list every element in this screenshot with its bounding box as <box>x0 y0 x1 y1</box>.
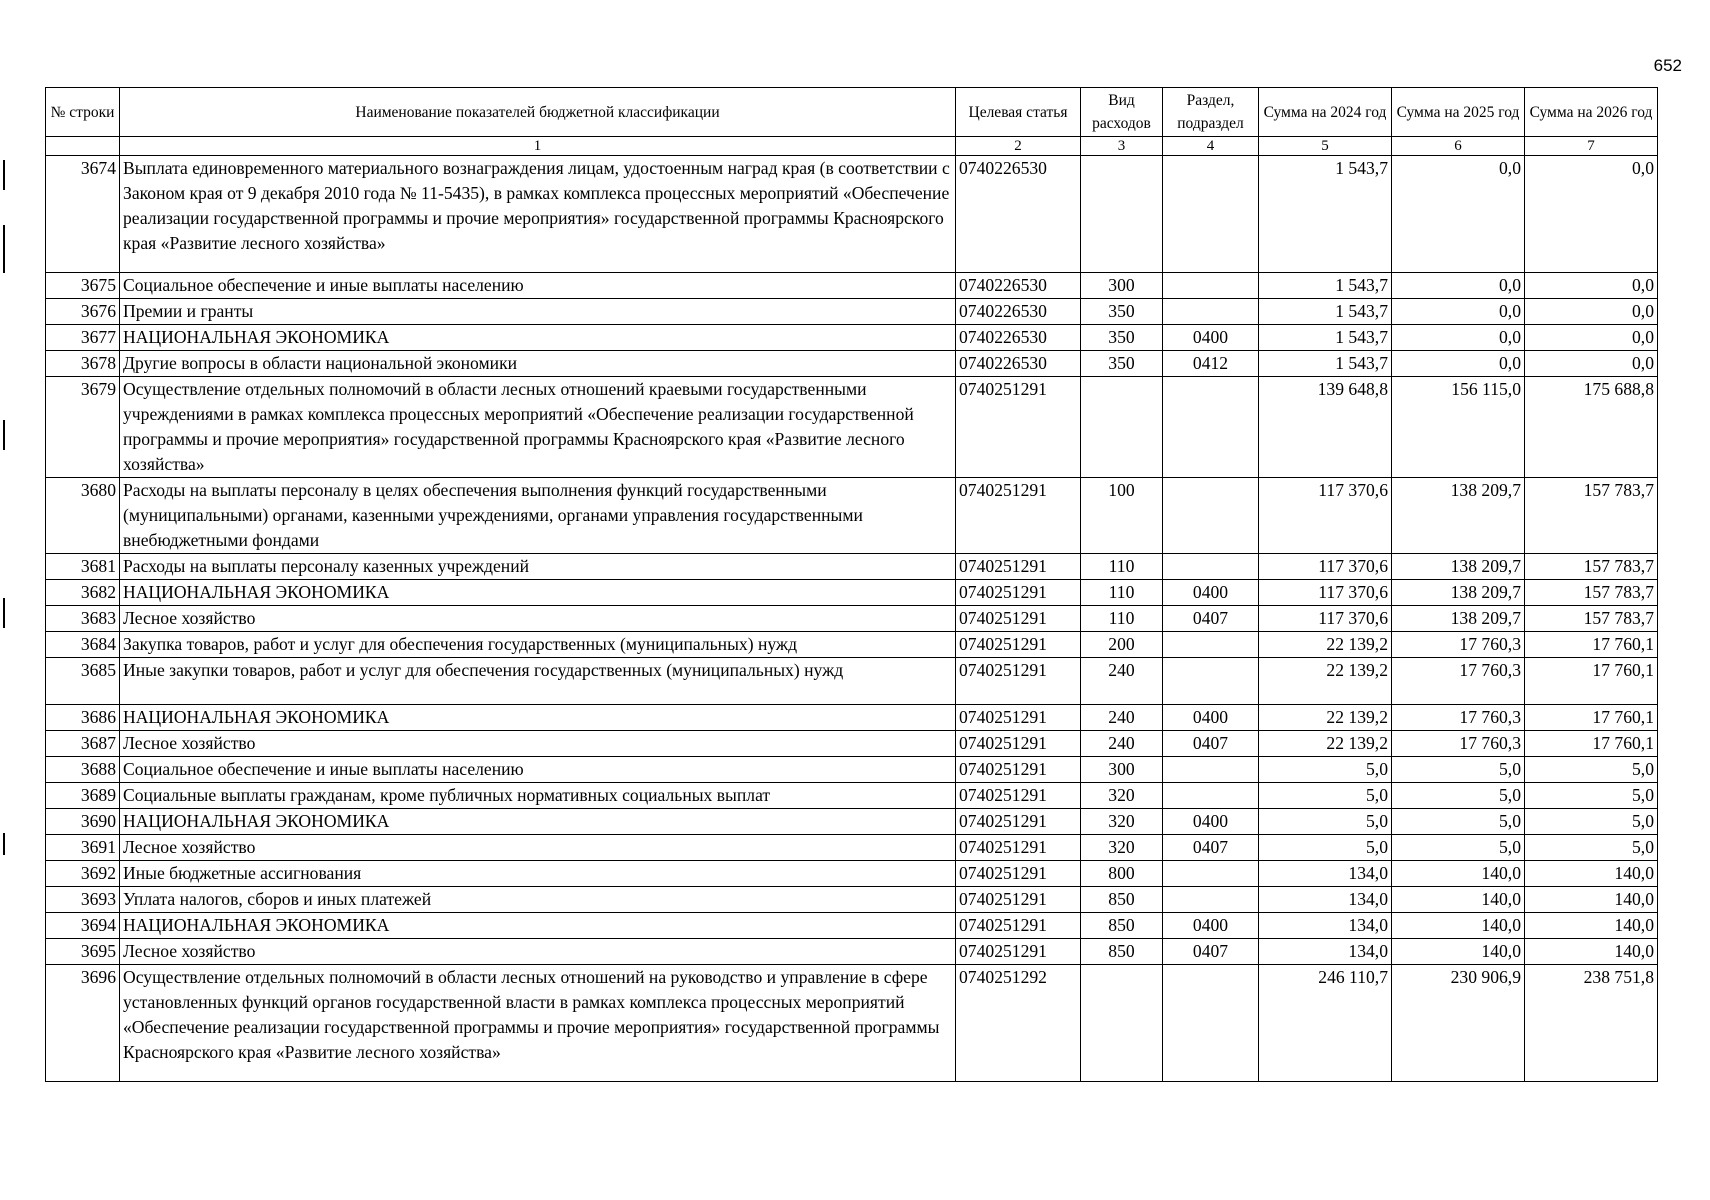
header-sum-2025: Сумма на 2025 год <box>1392 88 1525 137</box>
budget-table <box>45 87 1658 1082</box>
target-article: 0740251291 <box>956 580 1081 606</box>
target-article: 0740251291 <box>956 757 1081 783</box>
row-number: 3685 <box>46 658 120 705</box>
column-number: 5 <box>1259 137 1392 156</box>
section-code: 0407 <box>1163 731 1259 757</box>
expense-type: 200 <box>1081 632 1163 658</box>
sum-2026: 5,0 <box>1525 757 1658 783</box>
expense-type: 110 <box>1081 580 1163 606</box>
target-article: 0740251291 <box>956 731 1081 757</box>
indicator-name: Социальные выплаты гражданам, кроме публичных нормативных социальных выплат <box>120 783 956 809</box>
sum-2025: 5,0 <box>1392 783 1525 809</box>
target-article: 0740251291 <box>956 887 1081 913</box>
sum-2025: 138 209,7 <box>1392 478 1525 554</box>
sum-2024: 5,0 <box>1259 783 1392 809</box>
target-article: 0740251291 <box>956 809 1081 835</box>
sum-2026: 0,0 <box>1525 299 1658 325</box>
row-number: 3687 <box>46 731 120 757</box>
section-code: 0407 <box>1163 939 1259 965</box>
indicator-name: Лесное хозяйство <box>120 606 956 632</box>
column-number: 7 <box>1525 137 1658 156</box>
sum-2025: 17 760,3 <box>1392 658 1525 705</box>
column-number: 6 <box>1392 137 1525 156</box>
expense-type: 350 <box>1081 299 1163 325</box>
indicator-name: Иные бюджетные ассигнования <box>120 861 956 887</box>
page-number: 652 <box>1653 56 1682 75</box>
indicator-name: НАЦИОНАЛЬНАЯ ЭКОНОМИКА <box>120 809 956 835</box>
row-number: 3691 <box>46 835 120 861</box>
table-row <box>46 606 1658 632</box>
sum-2026: 0,0 <box>1525 273 1658 299</box>
indicator-name: Социальное обеспечение и иные выплаты населению <box>120 757 956 783</box>
indicator-name: НАЦИОНАЛЬНАЯ ЭКОНОМИКА <box>120 580 956 606</box>
sum-2025: 5,0 <box>1392 809 1525 835</box>
expense-type: 100 <box>1081 478 1163 554</box>
sum-2026: 0,0 <box>1525 156 1658 273</box>
sum-2025: 138 209,7 <box>1392 580 1525 606</box>
table-row <box>46 731 1658 757</box>
header-row-number: № строки <box>46 88 120 137</box>
header-target-article: Целевая статья <box>956 88 1081 137</box>
section-code: 0400 <box>1163 809 1259 835</box>
sum-2024: 5,0 <box>1259 809 1392 835</box>
section-code <box>1163 478 1259 554</box>
sum-2025: 140,0 <box>1392 861 1525 887</box>
section-code: 0400 <box>1163 913 1259 939</box>
expense-type: 320 <box>1081 809 1163 835</box>
sum-2026: 5,0 <box>1525 783 1658 809</box>
row-number: 3692 <box>46 861 120 887</box>
sum-2025: 140,0 <box>1392 939 1525 965</box>
target-article: 0740251291 <box>956 377 1081 478</box>
table-row <box>46 887 1658 913</box>
expense-type <box>1081 377 1163 478</box>
indicator-name: НАЦИОНАЛЬНАЯ ЭКОНОМИКА <box>120 325 956 351</box>
sum-2026: 0,0 <box>1525 325 1658 351</box>
expense-type: 240 <box>1081 658 1163 705</box>
section-code: 0407 <box>1163 606 1259 632</box>
row-number: 3679 <box>46 377 120 478</box>
target-article: 0740251291 <box>956 913 1081 939</box>
column-number: 4 <box>1163 137 1259 156</box>
row-number: 3684 <box>46 632 120 658</box>
table-row <box>46 861 1658 887</box>
target-article: 0740226530 <box>956 273 1081 299</box>
column-number: 2 <box>956 137 1081 156</box>
row-number: 3688 <box>46 757 120 783</box>
section-code <box>1163 783 1259 809</box>
indicator-name: Лесное хозяйство <box>120 939 956 965</box>
table-row <box>46 299 1658 325</box>
sum-2025: 0,0 <box>1392 156 1525 273</box>
sum-2025: 230 906,9 <box>1392 965 1525 1082</box>
sum-2026: 175 688,8 <box>1525 377 1658 478</box>
sum-2025: 5,0 <box>1392 835 1525 861</box>
expense-type <box>1081 965 1163 1082</box>
target-article: 0740226530 <box>956 156 1081 273</box>
section-code <box>1163 554 1259 580</box>
row-number: 3678 <box>46 351 120 377</box>
table-row <box>46 351 1658 377</box>
sum-2025: 17 760,3 <box>1392 705 1525 731</box>
sum-2024: 1 543,7 <box>1259 299 1392 325</box>
table-row <box>46 809 1658 835</box>
section-code: 0400 <box>1163 325 1259 351</box>
target-article: 0740251292 <box>956 965 1081 1082</box>
sum-2024: 117 370,6 <box>1259 606 1392 632</box>
sum-2026: 140,0 <box>1525 887 1658 913</box>
row-number: 3681 <box>46 554 120 580</box>
row-number: 3674 <box>46 156 120 273</box>
expense-type: 110 <box>1081 606 1163 632</box>
section-code <box>1163 299 1259 325</box>
table-row <box>46 632 1658 658</box>
sum-2026: 5,0 <box>1525 809 1658 835</box>
table-row <box>46 554 1658 580</box>
column-number-empty <box>46 137 120 156</box>
indicator-name: Осуществление отдельных полномочий в области лесных отношений на руководство и управление в сфере установленных функций органов государственной власти в рамках комплекса процессных мероприятий «Обеспечение реализации государственной программы и прочие мероприятия» государственной программы Красноярского края «Развитие лесного хозяйства» <box>120 965 956 1082</box>
sum-2025: 140,0 <box>1392 887 1525 913</box>
table-row <box>46 156 1658 273</box>
section-code <box>1163 377 1259 478</box>
sum-2026: 5,0 <box>1525 835 1658 861</box>
header-expense-type: Вид расходов <box>1081 88 1163 137</box>
expense-type: 850 <box>1081 913 1163 939</box>
table-row <box>46 658 1658 705</box>
sum-2024: 117 370,6 <box>1259 478 1392 554</box>
table-row <box>46 965 1658 1082</box>
sum-2026: 17 760,1 <box>1525 705 1658 731</box>
sum-2025: 138 209,7 <box>1392 554 1525 580</box>
sum-2026: 238 751,8 <box>1525 965 1658 1082</box>
table-row <box>46 913 1658 939</box>
indicator-name: Лесное хозяйство <box>120 731 956 757</box>
section-code: 0400 <box>1163 705 1259 731</box>
expense-type: 800 <box>1081 861 1163 887</box>
sum-2025: 5,0 <box>1392 757 1525 783</box>
expense-type: 240 <box>1081 705 1163 731</box>
row-number: 3696 <box>46 965 120 1082</box>
target-article: 0740251291 <box>956 939 1081 965</box>
sum-2025: 0,0 <box>1392 299 1525 325</box>
sum-2025: 17 760,3 <box>1392 632 1525 658</box>
table-row <box>46 377 1658 478</box>
expense-type: 320 <box>1081 783 1163 809</box>
header-sum-2024: Сумма на 2024 год <box>1259 88 1392 137</box>
row-number: 3690 <box>46 809 120 835</box>
sum-2024: 1 543,7 <box>1259 351 1392 377</box>
expense-type: 300 <box>1081 273 1163 299</box>
sum-2024: 117 370,6 <box>1259 554 1392 580</box>
indicator-name: Расходы на выплаты персоналу в целях обеспечения выполнения функций государственными (муниципальными) органами, казенными учреждениями, органами управления государственными внебюджетными фондами <box>120 478 956 554</box>
sum-2025: 17 760,3 <box>1392 731 1525 757</box>
row-number: 3682 <box>46 580 120 606</box>
sum-2024: 134,0 <box>1259 939 1392 965</box>
sum-2025: 0,0 <box>1392 273 1525 299</box>
sum-2024: 134,0 <box>1259 861 1392 887</box>
sum-2024: 22 139,2 <box>1259 705 1392 731</box>
sum-2024: 134,0 <box>1259 913 1392 939</box>
section-code: 0400 <box>1163 580 1259 606</box>
indicator-name: Выплата единовременного материального вознаграждения лицам, удостоенным наград края (в соответствии с Законом края от 9 декабря 2010 года № 11-5435), в рамках комплекса процессных мероприятий «Обеспечение реализации государственной программы и прочие мероприятия» государственной программы Красноярского края «Развитие лесного хозяйства» <box>120 156 956 273</box>
sum-2024: 134,0 <box>1259 887 1392 913</box>
target-article: 0740251291 <box>956 705 1081 731</box>
sum-2026: 0,0 <box>1525 351 1658 377</box>
row-number: 3676 <box>46 299 120 325</box>
table-row <box>46 705 1658 731</box>
sum-2024: 1 543,7 <box>1259 273 1392 299</box>
sum-2024: 5,0 <box>1259 835 1392 861</box>
indicator-name: Иные закупки товаров, работ и услуг для обеспечения государственных (муниципальных) нужд <box>120 658 956 705</box>
indicator-name: Закупка товаров, работ и услуг для обеспечения государственных (муниципальных) нужд <box>120 632 956 658</box>
indicator-name: Премии и гранты <box>120 299 956 325</box>
sum-2025: 0,0 <box>1392 325 1525 351</box>
header-indicator-name: Наименование показателей бюджетной классификации <box>120 88 956 137</box>
indicator-name: Другие вопросы в области национальной экономики <box>120 351 956 377</box>
section-code: 0407 <box>1163 835 1259 861</box>
sum-2026: 17 760,1 <box>1525 632 1658 658</box>
row-number: 3694 <box>46 913 120 939</box>
table-row <box>46 939 1658 965</box>
sum-2024: 5,0 <box>1259 757 1392 783</box>
table-body <box>46 156 1658 1082</box>
indicator-name: Социальное обеспечение и иные выплаты населению <box>120 273 956 299</box>
target-article: 0740251291 <box>956 835 1081 861</box>
target-article: 0740226530 <box>956 351 1081 377</box>
sum-2024: 139 648,8 <box>1259 377 1392 478</box>
target-article: 0740251291 <box>956 861 1081 887</box>
row-number: 3677 <box>46 325 120 351</box>
section-code <box>1163 658 1259 705</box>
sum-2024: 117 370,6 <box>1259 580 1392 606</box>
expense-type: 320 <box>1081 835 1163 861</box>
sum-2025: 140,0 <box>1392 913 1525 939</box>
column-number-row <box>46 137 1658 156</box>
sum-2025: 0,0 <box>1392 351 1525 377</box>
table-row <box>46 580 1658 606</box>
target-article: 0740226530 <box>956 299 1081 325</box>
table-row <box>46 273 1658 299</box>
expense-type: 300 <box>1081 757 1163 783</box>
target-article: 0740251291 <box>956 606 1081 632</box>
expense-type: 350 <box>1081 351 1163 377</box>
sum-2026: 17 760,1 <box>1525 731 1658 757</box>
sum-2026: 157 783,7 <box>1525 478 1658 554</box>
sum-2026: 140,0 <box>1525 913 1658 939</box>
sum-2026: 140,0 <box>1525 939 1658 965</box>
sum-2024: 1 543,7 <box>1259 325 1392 351</box>
table-row <box>46 478 1658 554</box>
sum-2026: 140,0 <box>1525 861 1658 887</box>
row-number: 3680 <box>46 478 120 554</box>
section-code <box>1163 273 1259 299</box>
column-number: 1 <box>120 137 956 156</box>
header-section: Раздел, подраздел <box>1163 88 1259 137</box>
sum-2025: 156 115,0 <box>1392 377 1525 478</box>
table-row <box>46 325 1658 351</box>
section-code <box>1163 887 1259 913</box>
header-row <box>46 88 1658 137</box>
section-code <box>1163 861 1259 887</box>
table-row <box>46 757 1658 783</box>
section-code: 0412 <box>1163 351 1259 377</box>
target-article: 0740251291 <box>956 554 1081 580</box>
sum-2024: 22 139,2 <box>1259 632 1392 658</box>
indicator-name: Лесное хозяйство <box>120 835 956 861</box>
indicator-name: НАЦИОНАЛЬНАЯ ЭКОНОМИКА <box>120 705 956 731</box>
sum-2026: 157 783,7 <box>1525 554 1658 580</box>
expense-type: 850 <box>1081 887 1163 913</box>
section-code <box>1163 156 1259 273</box>
row-number: 3695 <box>46 939 120 965</box>
indicator-name: НАЦИОНАЛЬНАЯ ЭКОНОМИКА <box>120 913 956 939</box>
header-sum-2026: Сумма на 2026 год <box>1525 88 1658 137</box>
row-number: 3686 <box>46 705 120 731</box>
sum-2024: 246 110,7 <box>1259 965 1392 1082</box>
sum-2024: 1 543,7 <box>1259 156 1392 273</box>
row-number: 3675 <box>46 273 120 299</box>
sum-2024: 22 139,2 <box>1259 658 1392 705</box>
table-row <box>46 835 1658 861</box>
scan-edge-marks <box>0 0 10 1200</box>
indicator-name: Осуществление отдельных полномочий в области лесных отношений краевыми государственными учреждениями в рамках комплекса процессных мероприятий «Обеспечение реализации государственной программы и прочие мероприятия» государственной программы Красноярского края «Развитие лесного хозяйства» <box>120 377 956 478</box>
target-article: 0740251291 <box>956 632 1081 658</box>
sum-2024: 22 139,2 <box>1259 731 1392 757</box>
row-number: 3683 <box>46 606 120 632</box>
expense-type: 110 <box>1081 554 1163 580</box>
sum-2026: 157 783,7 <box>1525 580 1658 606</box>
target-article: 0740251291 <box>956 478 1081 554</box>
table-row <box>46 783 1658 809</box>
section-code <box>1163 965 1259 1082</box>
indicator-name: Уплата налогов, сборов и иных платежей <box>120 887 956 913</box>
expense-type: 350 <box>1081 325 1163 351</box>
expense-type <box>1081 156 1163 273</box>
expense-type: 850 <box>1081 939 1163 965</box>
sum-2025: 138 209,7 <box>1392 606 1525 632</box>
sum-2026: 17 760,1 <box>1525 658 1658 705</box>
sum-2026: 157 783,7 <box>1525 606 1658 632</box>
target-article: 0740226530 <box>956 325 1081 351</box>
section-code <box>1163 632 1259 658</box>
row-number: 3689 <box>46 783 120 809</box>
target-article: 0740251291 <box>956 658 1081 705</box>
indicator-name: Расходы на выплаты персоналу казенных учреждений <box>120 554 956 580</box>
target-article: 0740251291 <box>956 783 1081 809</box>
row-number: 3693 <box>46 887 120 913</box>
section-code <box>1163 757 1259 783</box>
column-number: 3 <box>1081 137 1163 156</box>
expense-type: 240 <box>1081 731 1163 757</box>
